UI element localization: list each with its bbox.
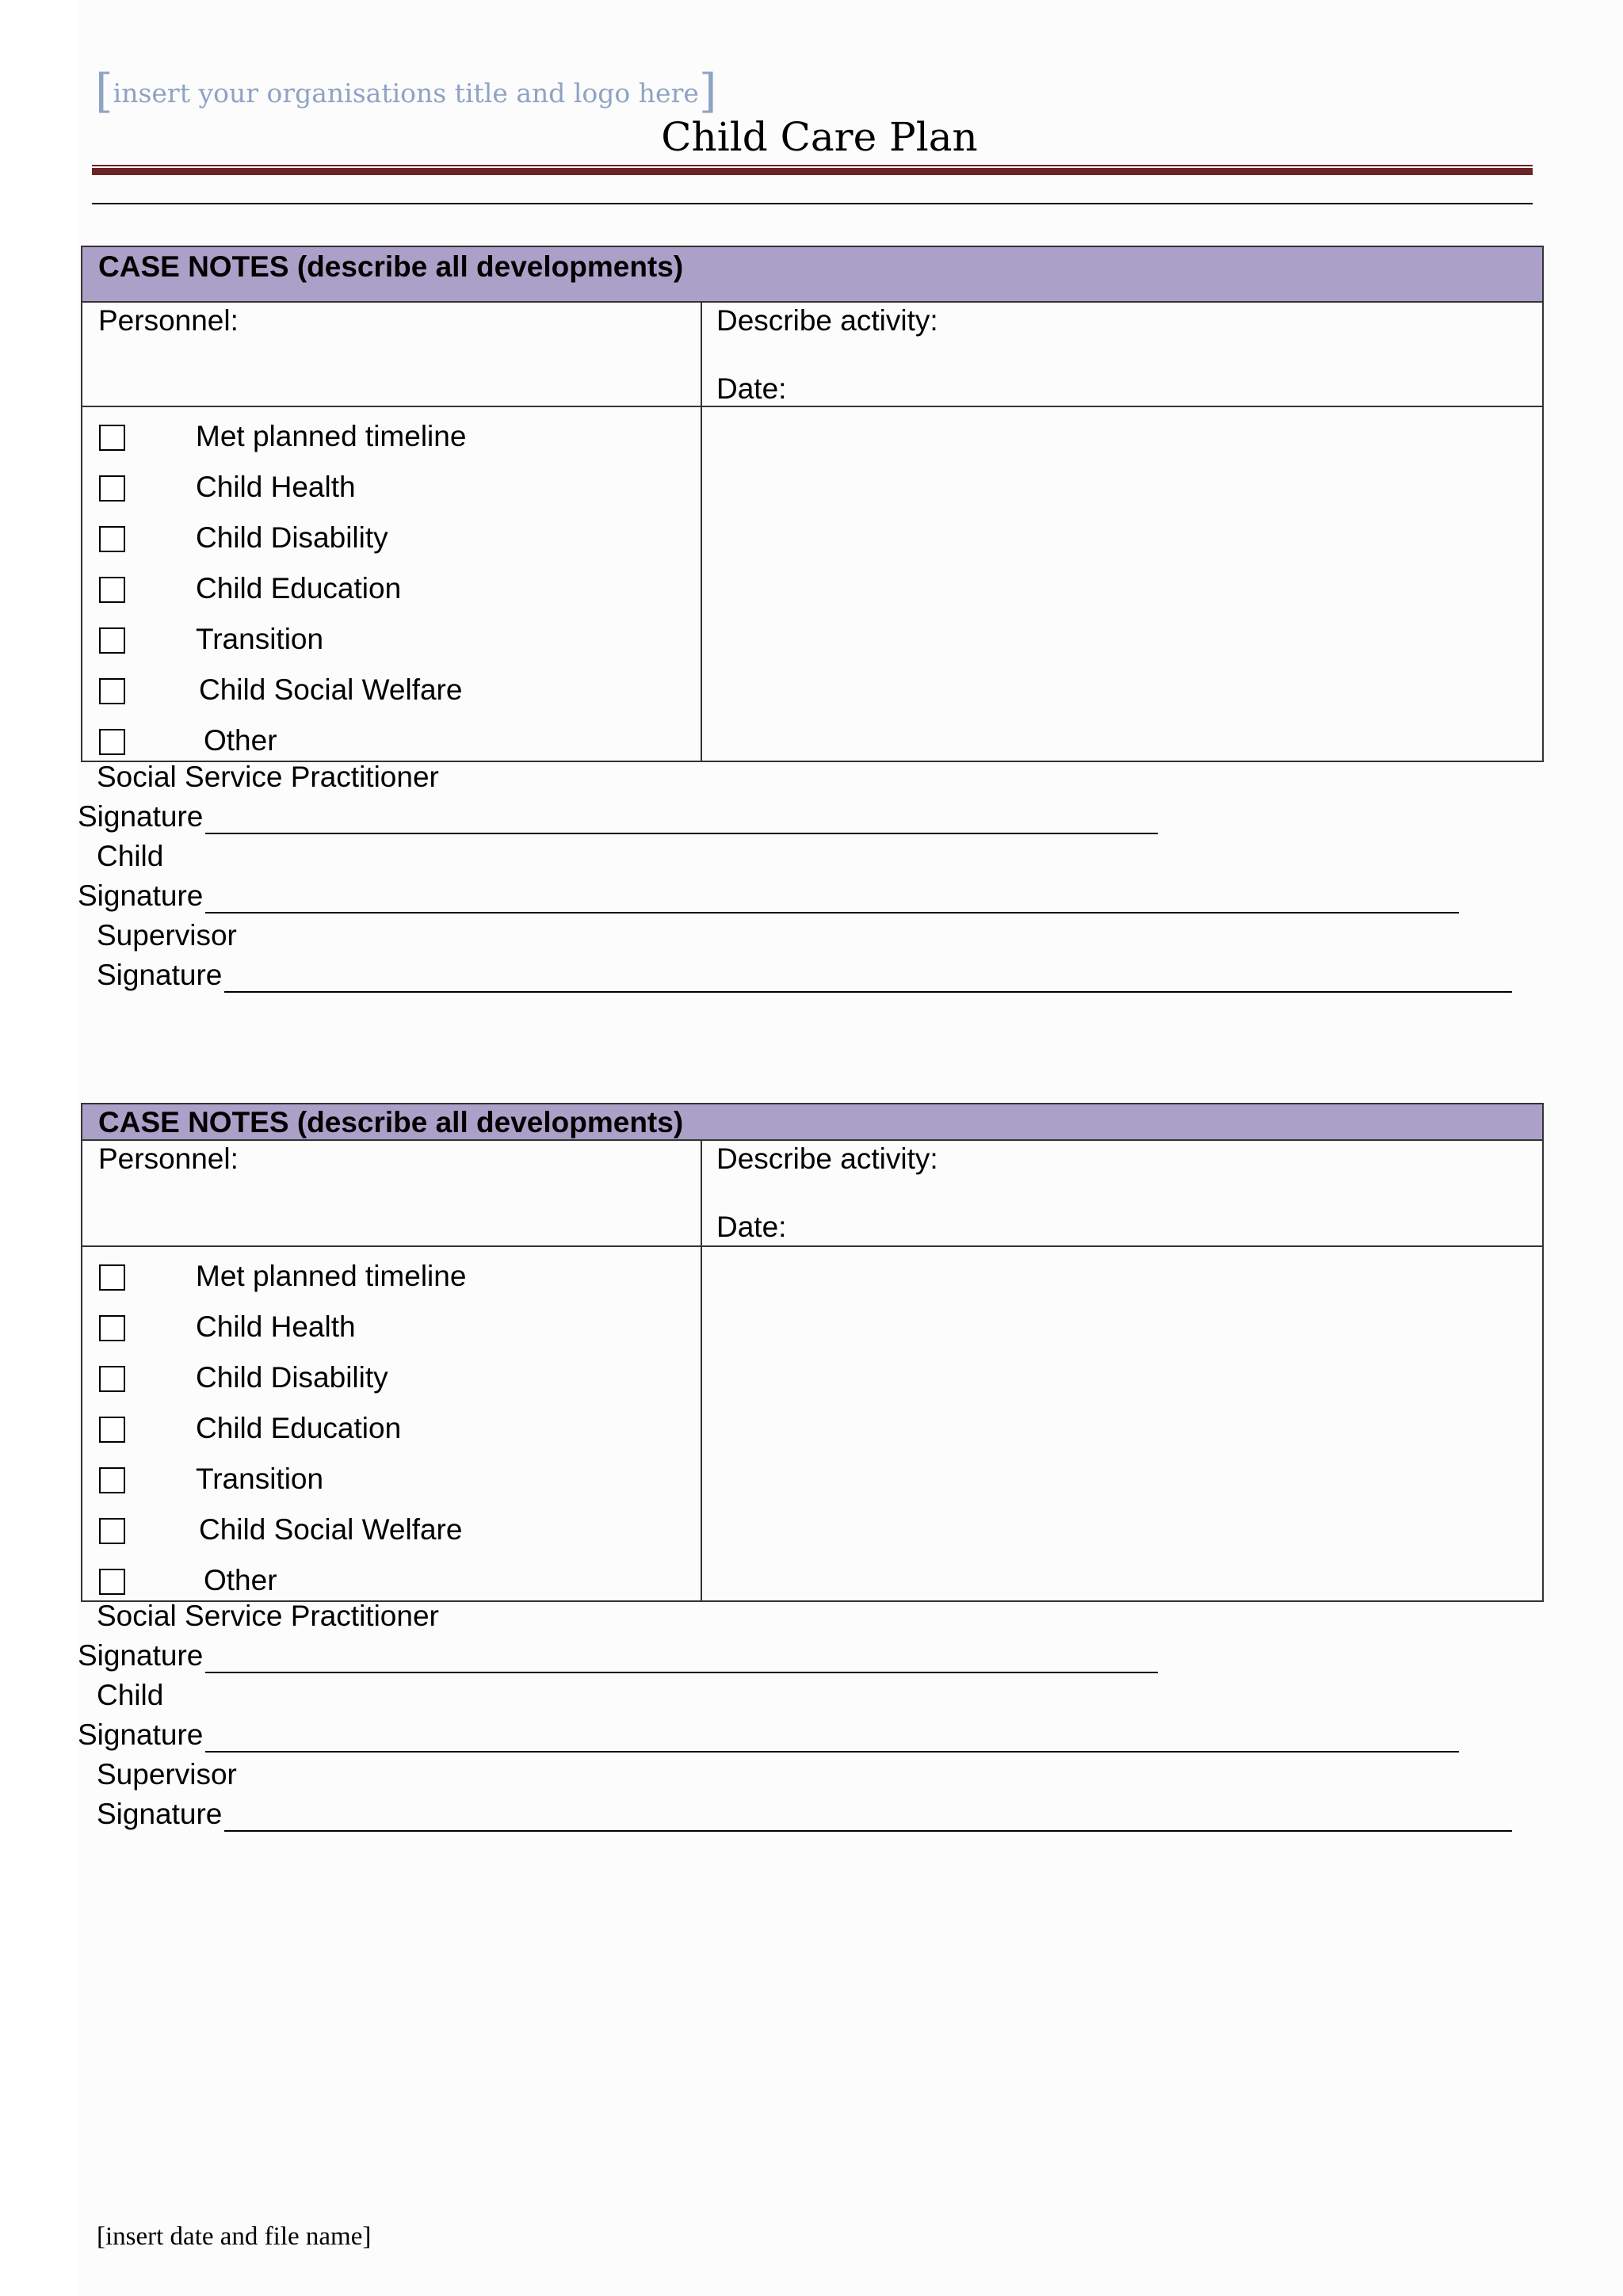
personnel-label: Personnel: (98, 1142, 239, 1175)
checkbox-child-disability[interactable] (99, 1366, 125, 1392)
checklist-label: Child Health (196, 471, 356, 503)
child-signature-line[interactable] (205, 912, 1459, 913)
checklist-label: Met planned timeline (196, 1260, 467, 1292)
describe-activity-label: Describe activity: (716, 304, 938, 337)
checklist-label: Met planned timeline (196, 420, 467, 452)
row-divider (82, 406, 1542, 407)
describe-activity-label: Describe activity: (716, 1142, 938, 1175)
footer-placeholder: [insert date and file name] (97, 2222, 372, 2251)
checklist-label: Child Social Welfare (199, 673, 463, 706)
supervisor-signature-line[interactable] (224, 991, 1512, 993)
checkbox-other[interactable] (99, 1569, 125, 1595)
checkbox-child-health[interactable] (99, 1315, 125, 1341)
practitioner-signature-line[interactable] (205, 833, 1158, 834)
row-divider (82, 1245, 1542, 1247)
checkbox-child-health[interactable] (99, 475, 125, 502)
case-notes-table (81, 1103, 1544, 1602)
checklist-label: Other (204, 1564, 277, 1596)
date-label: Date: (716, 1211, 787, 1243)
practitioner-title: Social Service Practitioner (97, 761, 439, 793)
page-title: Child Care Plan (661, 114, 978, 160)
header-rule-bottom (92, 203, 1533, 204)
case-notes-table (81, 246, 1544, 762)
checklist-label: Child Education (196, 1412, 402, 1444)
personnel-label: Personnel: (98, 304, 239, 337)
checklist-label: Other (204, 724, 277, 757)
case-notes-header (82, 247, 1542, 303)
date-label: Date: (716, 372, 787, 405)
organisation-placeholder-text: insert your organisations title and logo here (113, 78, 699, 109)
checkbox-child-social-welfare[interactable] (99, 1518, 125, 1544)
bracket-open: [ (95, 64, 113, 118)
checklist-label: Child Social Welfare (199, 1513, 463, 1546)
checkbox-child-disability[interactable] (99, 526, 125, 552)
case-notes-header (82, 1104, 1542, 1141)
checkbox-child-education[interactable] (99, 577, 125, 603)
child-signature-label: Signature (78, 1718, 204, 1751)
checkbox-transition[interactable] (99, 627, 125, 654)
checkbox-transition[interactable] (99, 1467, 125, 1493)
checklist-label: Transition (196, 623, 324, 655)
checkbox-child-social-welfare[interactable] (99, 678, 125, 704)
supervisor-signature-label: Signature (97, 959, 223, 991)
case-notes-heading: CASE NOTES (describe all developments) (98, 250, 684, 283)
checklist-label: Child Health (196, 1310, 356, 1343)
bracket-close: ] (698, 64, 717, 118)
supervisor-title: Supervisor (97, 919, 237, 952)
column-divider (701, 1141, 702, 1602)
checkbox-met-planned-timeline[interactable] (99, 425, 125, 451)
case-notes-heading: CASE NOTES (describe all developments) (98, 1106, 684, 1138)
checkbox-other[interactable] (99, 729, 125, 755)
supervisor-signature-line[interactable] (224, 1830, 1512, 1832)
practitioner-signature-line[interactable] (205, 1672, 1158, 1673)
checklist-label: Transition (196, 1463, 324, 1495)
practitioner-signature-label: Signature (78, 1639, 204, 1672)
header-rule-top (92, 165, 1533, 166)
practitioner-signature-label: Signature (78, 800, 204, 833)
checkbox-child-education[interactable] (99, 1417, 125, 1443)
supervisor-signature-label: Signature (97, 1798, 223, 1830)
checklist-label: Child Disability (196, 521, 388, 554)
child-title: Child (97, 840, 164, 872)
supervisor-title: Supervisor (97, 1758, 237, 1791)
header-rule-thick (92, 168, 1533, 175)
child-signature-label: Signature (78, 879, 204, 912)
child-title: Child (97, 1679, 164, 1711)
checkbox-met-planned-timeline[interactable] (99, 1264, 125, 1291)
child-signature-line[interactable] (205, 1751, 1459, 1753)
column-divider (701, 303, 702, 762)
checklist-label: Child Disability (196, 1361, 388, 1394)
practitioner-title: Social Service Practitioner (97, 1600, 439, 1632)
checklist-label: Child Education (196, 572, 402, 605)
